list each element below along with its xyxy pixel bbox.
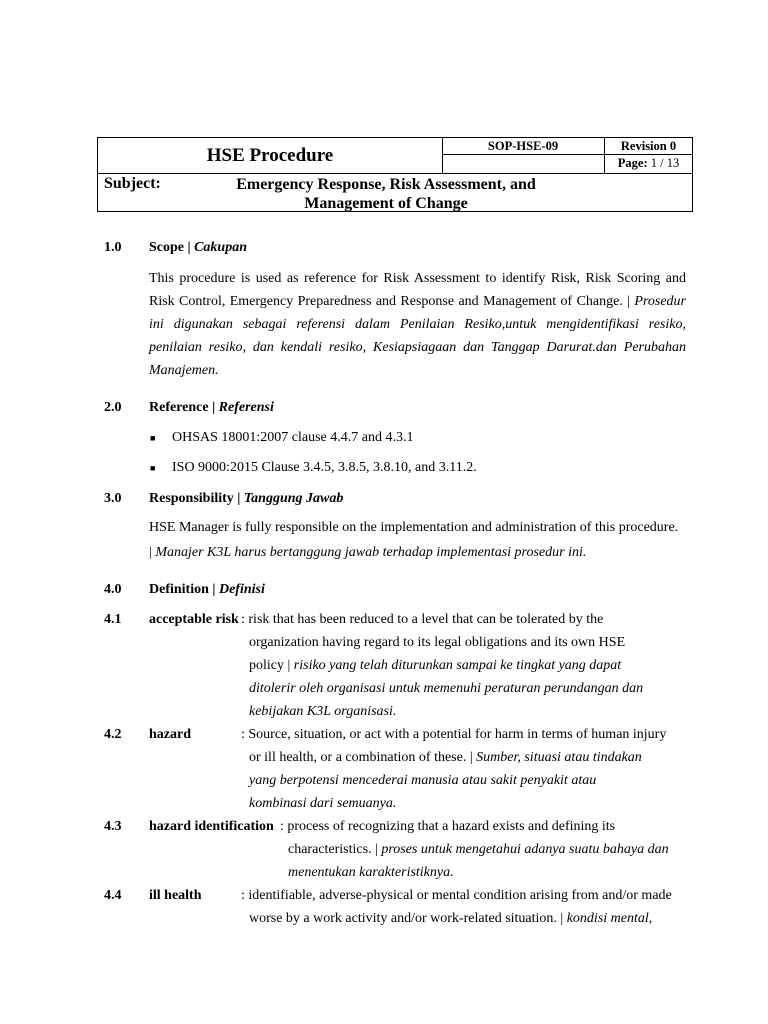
definition-number: 4.2 bbox=[104, 727, 122, 742]
document-code: SOP-HSE-09 bbox=[487, 139, 559, 153]
definition-line: menentukan karakteristiknya. bbox=[288, 865, 454, 880]
definition-line: kombinasi dari semuanya. bbox=[249, 796, 397, 811]
scope-paragraph: This procedure is used as reference for Risk Assessment to identify Risk, Risk Scoring and Risk Control, Emergency Preparedness and Response and Management of Change. | Prosedur ini digunakan sebagai referensi dalam Penilaian Resiko,untuk mengidentifikasi resiko, penilaian resiko, dan kendali resiko, Kesiapsiagaan dan Tanggap Darurat.dan Perubahan Manajemen. bbox=[149, 271, 686, 378]
section-title-definition: Definition | Definisi bbox=[149, 582, 265, 597]
responsibility-line: HSE Manager is fully responsible on the implementation and administration of this procedure. bbox=[149, 520, 679, 535]
section-number: 2.0 bbox=[104, 400, 122, 415]
definition-term: acceptable risk bbox=[149, 612, 239, 627]
definition-line: : process of recognizing that a hazard exists and defining its bbox=[280, 819, 616, 834]
subject-text: Emergency Response, Risk Assessment, and Management of Change bbox=[236, 176, 536, 212]
definition-line: ditolerir oleh organisasi untuk memenuhi peraturan perundangan dan bbox=[249, 681, 644, 696]
definition-line: organization having regard to its legal obligations and its own HSE bbox=[249, 635, 626, 650]
page-indicator: Page: 1 / 13 bbox=[617, 156, 680, 170]
definition-line: kebijakan K3L organisasi. bbox=[249, 704, 397, 719]
section-title-scope: Scope | Cakupan bbox=[149, 240, 248, 255]
definition-line: yang berpotensi mencederai manusia atau sakit penyakit atau bbox=[249, 773, 597, 788]
section-number: 4.0 bbox=[104, 582, 122, 597]
section-number: 3.0 bbox=[104, 491, 122, 506]
definition-line: : risk that has been reduced to a level that can be tolerated by the bbox=[241, 612, 604, 627]
definition-term: ill health bbox=[149, 888, 202, 903]
subject-label: Subject: bbox=[104, 175, 161, 192]
bullet-icon: ■ bbox=[150, 433, 156, 443]
bullet-icon: ■ bbox=[150, 463, 156, 473]
document-header-table bbox=[97, 137, 693, 212]
definition-line: policy | risiko yang telah diturunkan sampai ke tingkat yang dapat bbox=[249, 658, 622, 673]
section-title-reference: Reference | Referensi bbox=[149, 400, 274, 415]
definition-line: worse by a work activity and/or work-related situation. | kondisi mental, bbox=[249, 911, 653, 926]
reference-item: ISO 9000:2015 Clause 3.4.5, 3.8.5, 3.8.10, and 3.11.2. bbox=[172, 460, 477, 475]
definition-number: 4.4 bbox=[104, 888, 122, 903]
definition-line: or ill health, or a combination of these. | Sumber, situasi atau tindakan bbox=[249, 750, 642, 765]
reference-item: OHSAS 18001:2007 clause 4.4.7 and 4.3.1 bbox=[172, 430, 414, 445]
section-number: 1.0 bbox=[104, 240, 122, 255]
revision-label: Revision 0 bbox=[620, 139, 677, 153]
definition-number: 4.3 bbox=[104, 819, 122, 834]
responsibility-line-id: | Manajer K3L harus bertanggung jawab terhadap implementasi prosedur ini. bbox=[149, 545, 587, 560]
definition-line: characteristics. | proses untuk mengetahui adanya suatu bahaya dan bbox=[288, 842, 669, 857]
section-title-responsibility: Responsibility | Tanggung Jawab bbox=[149, 491, 344, 506]
definition-line: : Source, situation, or act with a potential for harm in terms of human injury bbox=[241, 727, 667, 742]
definition-number: 4.1 bbox=[104, 612, 122, 627]
definition-line: : identifiable, adverse-physical or mental condition arising from and/or made bbox=[241, 888, 672, 903]
definition-term: hazard bbox=[149, 727, 191, 742]
definition-term: hazard identification bbox=[149, 819, 274, 834]
procedure-title: HSE Procedure bbox=[206, 145, 334, 166]
